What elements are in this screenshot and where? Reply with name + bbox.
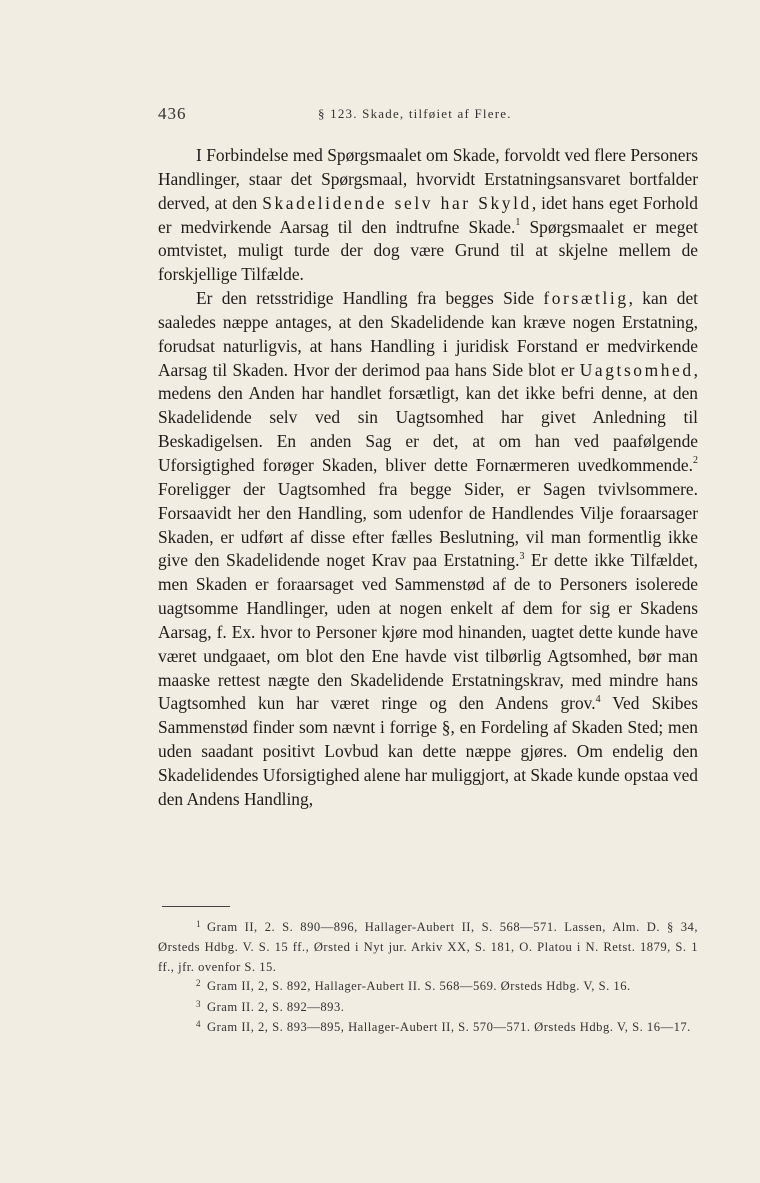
spaced-emphasis: forsætlig — [543, 288, 629, 309]
text-run: Ved Skibes Sammenstød finder som nævnt i forrige §, en Fordeling af Skaden Sted; men uden saadant positivt Lovbud kan dette næppe gjøres. Om endelig den Skadelidendes Uforsigtighed alene har muliggjort, at Skade kunde opstaa ved den Andens Handling, — [158, 693, 698, 809]
footnote-mark: 4 — [196, 1019, 201, 1030]
footnote-ref: 2 — [693, 455, 698, 467]
text-run: Er dette ikke Tilfældet, men Skaden er foraarsaget ved Sammenstød af de to Personers isolerede uagtsomme Handlinger, uden at nogen enkelt af dem for sig er Skadens Aarsag, f. Ex. hvor to Personer kjøre mod hinanden, uagtet dette kunde have været undgaaet, om blot den Ene havde vist tilbørlig Agtsomhed, bør man maaske rettest nægte den Skadelidende Erstatningskrav, med mindre hans Uagtsomhed kun har været ringe og den Andens grov. — [158, 550, 699, 714]
footnote-text: Gram II, 2, S. 893—895, Hallager-Aubert II, S. 570—571. Ørsteds Hdbg. V, S. 16—17. — [207, 1020, 691, 1035]
footnote-4 — [158, 1018, 698, 1038]
text-run: I Forbindelse med Spørgsmaalet om Skade, forvoldt ved flere Personers Handlinger, staar det Spørgsmaal, hvorvidt Erstatningsansvaret bortfalder derved, at den — [158, 145, 698, 213]
main-text — [158, 144, 698, 812]
footnote-2 — [158, 977, 698, 997]
text-run: , kan det saaledes næppe antages, at den Skadelidende kan kræve nogen Erstatning, forudsat naturligvis, at hans Handling i juridisk Forstand er medvirkende Aarsag til Skaden. Hvor der derimod paa hans Side blot er — [158, 288, 698, 380]
spaced-emphasis: Skadelidende selv har Skyld — [262, 192, 532, 213]
footnote-3 — [158, 998, 698, 1018]
text-run: Er den retsstridige Handling fra begges Side — [196, 288, 544, 309]
footnotes — [158, 918, 698, 1038]
page-number: 436 — [158, 104, 187, 123]
footnote-mark: 3 — [196, 998, 201, 1009]
footnote-ref: 1 — [515, 216, 521, 228]
footnote-mark: 2 — [196, 978, 201, 989]
running-head: § 123. Skade, tilføiet af Flere. — [318, 106, 512, 121]
footnote-ref: 3 — [519, 550, 525, 562]
footnote-text: Gram II, 2, S. 892, Hallager-Aubert II. S. 568—569. Ørsteds Hdbg. V, S. 16. — [207, 979, 631, 994]
footnote-text: Gram II. 2, S. 892—893. — [207, 999, 345, 1014]
footnote-ref: 4 — [595, 693, 601, 705]
text-run: Foreligger der Uagtsomhed fra begge Sider, er Sagen tvivlsommere. Forsaavidt her den Handling, som udenfor de Handlendes Vilje foraarsager Skaden, er udført af disse efter fælles Beslutning, vil man formentlig ikke give den Skadelidende noget Krav paa Erstatning. — [158, 478, 698, 571]
paragraph-1 — [158, 144, 698, 287]
spaced-emphasis: Uagtsomhed — [579, 359, 694, 380]
footnote-text: Gram II, 2. S. 890—896, Hallager-Aubert II, S. 568—571. Lassen, Alm. D. § 34, Ørsteds Hdbg. V. S. 15 ff., Ørsted i Nyt jur. Arkiv XX, S. 181, O. Platou i N. Retst. 1879, S. 1 ff., jfr. ovenfor S. 15. — [158, 920, 698, 974]
footnote-mark: 1 — [196, 919, 201, 929]
text-run: , medens den Anden har handlet forsætligt, kan det ikke befri denne, at den Skadelidende selv ved sin Uagtsomhed har givet Anledning til Beskadigelsen. En anden Sag er det, at om han ved paafølgende Uforsigtighed forøger Skaden, bliver dette Fornærmeren uvedkommende. — [158, 359, 698, 475]
text-run: , idet hans eget Forhold er medvirkende Aarsag til den indtrufne Skade. — [158, 192, 699, 237]
footnote-1 — [158, 918, 698, 977]
paragraph-2 — [158, 287, 698, 812]
text-run: Spørgsmaalet er meget omtvistet, muligt turde der dog være Grund til at skjelne mellem de forskjellige Tilfælde. — [158, 216, 698, 285]
footnote-divider — [162, 906, 230, 907]
